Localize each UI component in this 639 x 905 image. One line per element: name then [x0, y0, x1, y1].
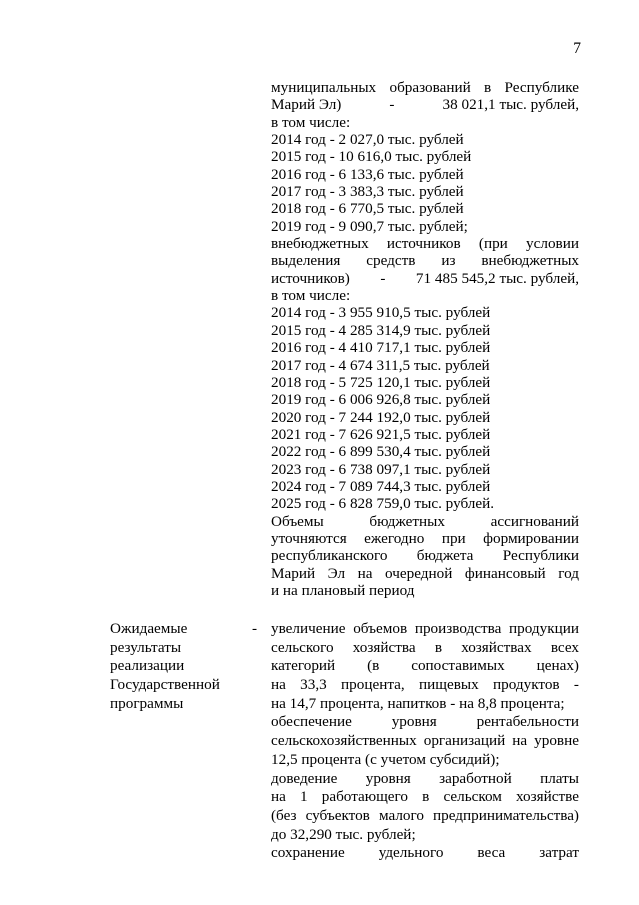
year-amount-line: 2015 год - 10 616,0 тыс. рублей — [271, 148, 472, 166]
word: организаций — [423, 732, 506, 750]
word: Эл — [327, 564, 346, 582]
word: формировании — [483, 529, 579, 547]
result-line — [271, 770, 579, 789]
word: 12,5 процента (с учетом субсидий); — [271, 750, 500, 768]
label-line: программы — [110, 694, 184, 712]
year-amount-line: 2017 год - 4 674 311,5 тыс. рублей — [271, 356, 490, 374]
word: на — [512, 732, 528, 750]
word: продуктов — [493, 676, 560, 694]
word: работающего — [321, 788, 408, 806]
result-line — [271, 788, 579, 807]
result-line — [271, 732, 579, 751]
text-line — [271, 582, 579, 599]
word: ежегодно — [364, 529, 425, 547]
year-amount-line: 2019 год - 6 006 926,8 тыс. рублей — [271, 391, 491, 409]
word: (при — [478, 235, 508, 253]
word: уровня — [365, 769, 411, 787]
word: финансовый — [464, 564, 546, 582]
expected-results-label — [110, 620, 260, 713]
word: очередной — [385, 564, 453, 582]
word: хозяйстве — [516, 788, 579, 806]
word: год — [558, 564, 579, 582]
word: платы — [540, 769, 579, 787]
word: до 32,290 тыс. рублей; — [271, 825, 416, 843]
year-amount-line: 2014 год - 3 955 910,5 тыс. рублей — [271, 304, 491, 322]
year-amount-line: 2022 год - 6 899 530,4 тыс. рублей — [271, 443, 491, 461]
word: Республике — [504, 79, 579, 96]
word: обеспечение — [271, 713, 352, 731]
year-amount-line: 2016 год - 6 133,6 тыс. рублей — [271, 165, 464, 183]
text-line — [271, 114, 579, 131]
word: (в — [367, 657, 380, 675]
word: хозяйствах — [461, 638, 532, 656]
word: из — [441, 252, 456, 270]
year-amount-line: 2018 год - 5 725 120,1 тыс. рублей — [271, 373, 491, 391]
financing-text — [271, 79, 579, 599]
word: уровня — [391, 713, 437, 731]
word: Марий — [271, 564, 316, 582]
word: процента, — [341, 676, 405, 694]
result-line — [271, 807, 579, 826]
word: в том числе: — [271, 287, 351, 305]
word: на 14,7 процента, напитков - на 8,8 процента; — [271, 694, 565, 712]
word: внебюджетных — [271, 235, 369, 253]
word: Республики — [502, 547, 579, 565]
word: предпринимательства) — [433, 806, 579, 824]
word: выделения — [271, 252, 341, 270]
year-amount-line: 2016 год - 4 410 717,1 тыс. рублей — [271, 339, 491, 357]
word: - — [389, 96, 395, 114]
word: - — [380, 269, 386, 287]
label-line: реализации — [110, 657, 185, 675]
word: средств — [366, 252, 416, 270]
word: и на плановый период — [271, 581, 415, 599]
word: условии — [526, 235, 579, 253]
word: категорий — [271, 657, 336, 675]
year-amount-line: 2020 год - 7 244 192,0 тыс. рублей — [271, 408, 491, 426]
word: пищевых — [419, 676, 479, 694]
text-line — [271, 270, 579, 287]
result-line — [271, 844, 579, 863]
word: муниципальных — [271, 79, 377, 96]
year-amount-line: 2023 год - 6 738 097,1 тыс. рублей — [271, 460, 491, 478]
word: всех — [550, 638, 579, 656]
word: (без — [271, 806, 297, 824]
label-line: результаты — [110, 638, 182, 656]
text-line — [271, 79, 579, 96]
word: бюджета — [416, 547, 474, 565]
word: доведение — [271, 769, 338, 787]
year-amount-line: 2018 год - 6 770,5 тыс. рублей — [271, 200, 464, 218]
result-line — [271, 695, 579, 714]
word: источников — [386, 235, 461, 253]
result-line — [271, 639, 579, 658]
year-amount-line: 2021 год - 7 626 921,5 тыс. рублей — [271, 425, 491, 443]
word: веса — [477, 844, 506, 862]
year-amount-line: 2025 год - 6 828 759,0 тыс. рублей. — [271, 495, 495, 513]
word: на — [271, 676, 286, 694]
year-amount-line: 2017 год - 3 383,3 тыс. рублей — [271, 183, 464, 201]
word: уровне — [534, 732, 579, 750]
word: ассигнований — [490, 512, 579, 530]
word: производства — [414, 620, 502, 637]
word: 33,3 — [300, 676, 327, 694]
result-line — [271, 713, 579, 732]
word: продукции — [509, 620, 579, 637]
text-line — [271, 287, 579, 304]
word: малого — [378, 806, 424, 824]
word: сохранение — [271, 844, 345, 862]
word: бюджетных — [369, 512, 445, 530]
result-line — [271, 620, 579, 639]
result-line — [271, 826, 579, 845]
word: рентабельности — [476, 713, 579, 731]
word: заработной — [439, 769, 512, 787]
word: в — [484, 79, 492, 96]
word: сопоставимых — [411, 657, 505, 675]
year-amount-line: 2014 год - 2 027,0 тыс. рублей — [271, 131, 464, 149]
word: увеличение — [271, 620, 346, 637]
word: уточняются — [271, 529, 347, 547]
word: сельском — [443, 788, 502, 806]
word: ценах) — [536, 657, 579, 675]
word: 38 021,1 тыс. рублей, — [442, 96, 579, 114]
word: республиканского — [271, 547, 388, 565]
word: образований — [389, 79, 471, 96]
word: на — [357, 564, 373, 582]
word: источников) — [271, 269, 350, 287]
word: затрат — [539, 844, 579, 862]
result-line — [271, 676, 579, 695]
word: - — [573, 676, 579, 694]
word: 71 485 545,2 тыс. рублей, — [415, 269, 579, 287]
year-amount-line: 2019 год - 9 090,7 тыс. рублей; — [271, 217, 468, 235]
text-line — [271, 547, 579, 564]
word: при — [441, 529, 466, 547]
year-amount-line: 2024 год - 7 089 744,3 тыс. рублей — [271, 477, 491, 495]
page-number: 7 — [573, 40, 581, 57]
text-line — [271, 235, 579, 252]
word: в — [422, 788, 430, 806]
word: субъектов — [305, 806, 370, 824]
label-dash: - — [252, 620, 258, 637]
text-line — [271, 530, 579, 547]
word: 1 — [300, 788, 308, 806]
text-line — [271, 565, 579, 582]
label-line: Ожидаемые — [110, 620, 188, 637]
year-amount-line: 2015 год - 4 285 314,9 тыс. рублей — [271, 321, 491, 339]
word: хозяйства — [352, 638, 416, 656]
text-line — [271, 252, 579, 269]
word: Марий Эл) — [271, 96, 342, 114]
text-line — [271, 96, 579, 113]
word: удельного — [378, 844, 444, 862]
expected-results-text — [271, 620, 579, 863]
word: внебюджетных — [481, 252, 579, 270]
result-line — [271, 657, 579, 676]
word: на — [271, 788, 286, 806]
word: в том числе: — [271, 113, 351, 131]
text-line — [271, 513, 579, 530]
result-line — [271, 751, 579, 770]
label-line: Государственной — [110, 676, 220, 694]
word: Объемы — [271, 512, 324, 530]
word: объемов — [353, 620, 408, 637]
word: в — [434, 638, 442, 656]
word: сельского — [271, 638, 334, 656]
word: сельскохозяйственных — [271, 732, 417, 750]
